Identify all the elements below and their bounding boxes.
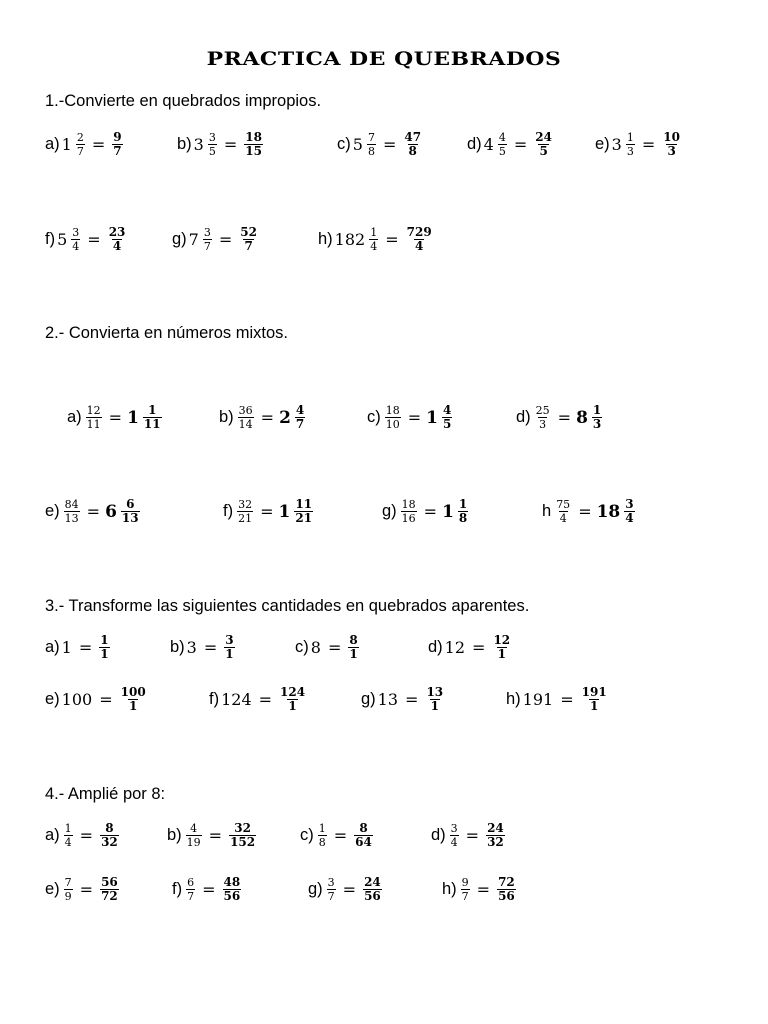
denominator: 16 — [401, 512, 416, 525]
answer-numerator: 72 — [498, 875, 515, 889]
item-label: d) — [431, 826, 446, 844]
item-label: h) — [506, 690, 521, 708]
exercise-4c — [300, 822, 375, 849]
equals-sign: = — [203, 638, 218, 657]
answer-denominator: 1 — [497, 647, 506, 661]
answer-numerator: 23 — [108, 225, 126, 239]
numerator: 3 — [203, 226, 211, 239]
exercise-2b — [219, 404, 307, 431]
equals-sign: = — [405, 690, 419, 709]
answer-fraction — [486, 822, 505, 849]
denominator: 9 — [64, 890, 72, 903]
fraction — [385, 404, 401, 431]
page-title: PRACTICA DE QUEBRADOS — [206, 48, 562, 70]
exercise-3a — [45, 634, 112, 661]
item-label: b) — [219, 408, 234, 426]
denominator: 3 — [626, 145, 634, 158]
exercise-4h — [442, 876, 518, 903]
equals-sign: = — [385, 230, 399, 249]
whole-number: 13 — [377, 690, 399, 709]
answer-fraction — [354, 822, 373, 849]
numerator: 1 — [318, 822, 326, 835]
item-label: d) — [428, 638, 443, 656]
equals-sign: = — [79, 880, 94, 899]
answer-fraction — [108, 226, 127, 253]
item-label: c) — [295, 638, 309, 656]
exercise-2f — [223, 498, 315, 525]
denominator: 4 — [72, 240, 80, 253]
answer-numerator: 3 — [625, 497, 634, 511]
answer-numerator: 9 — [113, 130, 122, 144]
fraction — [401, 498, 417, 525]
numerator: 4 — [190, 822, 198, 835]
denominator: 4 — [559, 512, 567, 525]
denominator: 13 — [64, 512, 79, 525]
exercise-1f — [45, 226, 128, 253]
denominator: 8 — [318, 836, 326, 849]
exercise-3f — [209, 686, 308, 713]
answer-denominator: 64 — [355, 835, 372, 849]
equals-sign: = — [560, 690, 574, 709]
item-label: f) — [172, 880, 183, 898]
item-label: h — [542, 502, 552, 520]
answer-numerator: 48 — [223, 875, 241, 889]
answer-numerator: 1 — [592, 403, 602, 417]
fraction — [64, 876, 73, 903]
answer-fraction — [497, 876, 516, 903]
answer-fraction — [294, 498, 313, 525]
numerator: 75 — [556, 498, 571, 511]
fraction — [237, 498, 253, 525]
answer-whole: 1 — [278, 501, 291, 522]
equals-sign: = — [99, 690, 113, 709]
answer-numerator: 4 — [295, 403, 305, 417]
item-label: a) — [67, 408, 82, 426]
whole-number: 3 — [193, 135, 204, 154]
whole-number: 4 — [483, 135, 494, 154]
equals-sign: = — [208, 826, 223, 845]
numerator: 1 — [370, 226, 378, 239]
answer-fraction — [662, 131, 681, 158]
whole-number: 3 — [186, 638, 197, 657]
item-label: d) — [467, 135, 482, 153]
numerator: 3 — [72, 226, 80, 239]
equals-sign: = — [86, 502, 101, 521]
fraction — [626, 131, 635, 158]
equals-sign: = — [202, 880, 216, 899]
exercise-2c — [367, 404, 454, 431]
answer-denominator: 8 — [408, 144, 417, 158]
equals-sign: = — [641, 135, 656, 154]
numerator: 32 — [238, 498, 253, 511]
exercise-1a — [45, 131, 125, 158]
exercise-3b — [170, 634, 237, 661]
numerator: 1 — [626, 131, 634, 144]
fraction — [367, 131, 376, 158]
exercise-4d — [431, 822, 507, 849]
item-label: b) — [167, 826, 182, 844]
answer-numerator: 32 — [234, 821, 251, 835]
item-label: e) — [45, 690, 60, 708]
answer-numerator: 6 — [126, 497, 135, 511]
answer-fraction — [224, 634, 234, 661]
whole-number: 5 — [352, 135, 363, 154]
whole-number: 12 — [444, 638, 466, 657]
answer-numerator: 191 — [581, 685, 607, 699]
answer-fraction — [100, 822, 119, 849]
answer-fraction — [121, 498, 140, 525]
answer-fraction — [624, 498, 634, 525]
equals-sign: = — [260, 408, 275, 427]
answer-numerator: 12 — [493, 633, 511, 647]
exercise-1h — [318, 226, 435, 253]
equals-sign: = — [223, 135, 238, 154]
equals-sign: = — [260, 502, 274, 521]
item-label: f) — [209, 690, 220, 708]
item-label: g) — [382, 502, 397, 520]
exercise-3e — [45, 686, 149, 713]
item-label: a) — [45, 638, 60, 656]
answer-numerator: 52 — [240, 225, 257, 239]
answer-denominator: 5 — [539, 144, 548, 158]
denominator: 11 — [86, 418, 101, 431]
answer-numerator: 18 — [245, 130, 262, 144]
answer-numerator: 729 — [406, 225, 432, 239]
denominator: 21 — [238, 512, 253, 525]
answer-fraction — [229, 822, 256, 849]
answer-denominator: 3 — [667, 144, 676, 158]
answer-whole: 2 — [279, 407, 291, 428]
answer-fraction — [406, 226, 433, 253]
whole-number: 5 — [57, 230, 68, 249]
exercise-2g — [382, 498, 470, 525]
answer-denominator: 21 — [295, 511, 313, 525]
numerator: 36 — [238, 404, 253, 417]
item-label: d) — [516, 408, 531, 426]
fraction — [71, 226, 80, 253]
exercise-1e — [595, 131, 683, 158]
exercise-2h — [542, 498, 637, 525]
answer-denominator: 4 — [625, 511, 634, 525]
item-label: h) — [442, 880, 457, 898]
exercise-1b — [177, 131, 265, 158]
numerator: 9 — [461, 876, 469, 889]
denominator: 8 — [367, 145, 375, 158]
denominator: 7 — [327, 890, 335, 903]
item-label: c) — [337, 135, 351, 153]
exercise-4f — [172, 876, 243, 903]
answer-fraction — [348, 634, 358, 661]
whole-number: 1 — [61, 135, 72, 154]
answer-fraction — [458, 498, 468, 525]
answer-denominator: 15 — [245, 144, 262, 158]
exercise-3h — [506, 686, 610, 713]
answer-fraction — [363, 876, 382, 903]
numerator: 6 — [187, 876, 195, 889]
fraction — [186, 876, 195, 903]
fraction — [555, 498, 571, 525]
exercise-2a — [67, 404, 164, 431]
fraction — [76, 131, 85, 158]
answer-denominator: 4 — [414, 239, 424, 253]
answer-numerator: 3 — [225, 633, 234, 647]
exercise-4g — [308, 876, 384, 903]
fraction — [64, 822, 73, 849]
item-label: e) — [595, 135, 610, 153]
equals-sign: = — [476, 880, 491, 899]
answer-numerator: 24 — [364, 875, 381, 889]
answer-denominator: 1 — [225, 647, 234, 661]
numerator: 3 — [450, 822, 458, 835]
answer-denominator: 32 — [487, 835, 504, 849]
answer-fraction — [581, 686, 608, 713]
whole-number: 100 — [61, 690, 93, 709]
answer-whole: 6 — [105, 501, 117, 522]
whole-number: 182 — [334, 230, 366, 249]
equals-sign: = — [472, 638, 486, 657]
numerator: 18 — [385, 404, 400, 417]
numerator: 84 — [64, 498, 79, 511]
answer-denominator: 7 — [113, 144, 122, 158]
exercise-3c — [295, 634, 361, 661]
item-label: b) — [177, 135, 192, 153]
answer-denominator: 8 — [458, 511, 468, 525]
answer-denominator: 1 — [349, 647, 358, 661]
equals-sign: = — [342, 880, 357, 899]
item-label: c) — [300, 826, 314, 844]
answer-denominator: 7 — [295, 417, 305, 431]
answer-denominator: 7 — [244, 239, 253, 253]
whole-number: 1 — [61, 638, 72, 657]
numerator: 2 — [76, 131, 84, 144]
answer-fraction — [442, 404, 452, 431]
answer-numerator: 8 — [359, 821, 368, 835]
numerator: 18 — [401, 498, 416, 511]
equals-sign: = — [333, 826, 348, 845]
denominator: 7 — [461, 890, 469, 903]
item-label: b) — [170, 638, 185, 656]
denominator: 4 — [64, 836, 72, 849]
item-label: g) — [308, 880, 323, 898]
answer-denominator: 152 — [230, 835, 256, 849]
equals-sign: = — [258, 690, 273, 709]
answer-fraction — [492, 634, 511, 661]
exercise-2e — [45, 498, 142, 525]
whole-number: 191 — [522, 690, 554, 709]
answer-fraction — [403, 131, 422, 158]
numerator: 12 — [86, 404, 101, 417]
equals-sign: = — [382, 135, 397, 154]
fraction — [238, 404, 254, 431]
answer-denominator: 72 — [101, 889, 118, 903]
section-1-heading: 1.-Convierte en quebrados impropios. — [45, 92, 322, 110]
answer-denominator: 32 — [101, 835, 118, 849]
denominator: 5 — [498, 145, 506, 158]
fraction — [498, 131, 507, 158]
answer-denominator: 3 — [592, 417, 602, 431]
answer-whole: 1 — [442, 501, 454, 522]
equals-sign: = — [78, 638, 93, 657]
answer-numerator: 11 — [295, 497, 313, 511]
answer-fraction — [120, 686, 147, 713]
answer-denominator: 56 — [223, 889, 241, 903]
denominator: 3 — [539, 418, 547, 431]
item-label: g) — [172, 230, 187, 248]
fraction — [318, 822, 327, 849]
item-label: f) — [45, 230, 56, 248]
equals-sign: = — [79, 826, 94, 845]
numerator: 4 — [498, 131, 506, 144]
answer-numerator: 4 — [443, 403, 452, 417]
answer-denominator: 13 — [121, 511, 139, 525]
item-label: e) — [45, 502, 60, 520]
denominator: 4 — [450, 836, 458, 849]
section-3-heading: 3.- Transforme las siguientes cantidades en quebrados aparentes. — [45, 597, 530, 615]
whole-number: 124 — [221, 690, 252, 709]
answer-fraction — [239, 226, 258, 253]
numerator: 1 — [64, 822, 72, 835]
answer-numerator: 1 — [148, 403, 157, 417]
denominator: 14 — [238, 418, 253, 431]
equals-sign: = — [513, 135, 528, 154]
denominator: 7 — [203, 240, 211, 253]
exercise-2d — [516, 404, 604, 431]
whole-number: 3 — [611, 135, 622, 154]
answer-denominator: 1 — [288, 699, 297, 713]
equals-sign: = — [465, 826, 480, 845]
fraction — [208, 131, 217, 158]
answer-fraction — [295, 404, 305, 431]
item-label: a) — [45, 135, 60, 153]
answer-numerator: 24 — [487, 821, 504, 835]
fraction — [369, 226, 378, 253]
answer-whole: 18 — [596, 501, 621, 522]
answer-whole: 8 — [576, 407, 588, 428]
answer-numerator: 124 — [280, 685, 306, 699]
exercise-1d — [467, 131, 555, 158]
answer-numerator: 24 — [535, 130, 552, 144]
answer-denominator: 1 — [430, 699, 439, 713]
fraction — [450, 822, 459, 849]
answer-fraction — [244, 131, 263, 158]
answer-numerator: 8 — [349, 633, 358, 647]
denominator: 7 — [187, 890, 195, 903]
fraction — [64, 498, 80, 525]
whole-number: 8 — [310, 638, 321, 657]
equals-sign: = — [108, 408, 123, 427]
answer-fraction — [100, 876, 119, 903]
denominator: 4 — [370, 240, 378, 253]
equals-sign: = — [407, 408, 422, 427]
answer-fraction — [143, 404, 162, 431]
fraction — [461, 876, 470, 903]
section-4-heading: 4.- Amplié por 8: — [45, 785, 166, 803]
equals-sign: = — [87, 230, 101, 249]
whole-number: 7 — [188, 230, 199, 249]
numerator: 7 — [64, 876, 72, 889]
answer-denominator: 1 — [589, 699, 599, 713]
section-2-heading: 2.- Convierta en números mixtos. — [45, 324, 289, 342]
fraction — [535, 404, 551, 431]
answer-fraction — [112, 131, 122, 158]
numerator: 7 — [367, 131, 375, 144]
answer-denominator: 1 — [128, 699, 138, 713]
equals-sign: = — [327, 638, 342, 657]
denominator: 10 — [385, 418, 400, 431]
answer-numerator: 1 — [100, 633, 109, 647]
fraction — [327, 876, 336, 903]
answer-fraction — [223, 876, 242, 903]
answer-denominator: 4 — [112, 239, 122, 253]
equals-sign: = — [578, 502, 592, 521]
fraction — [86, 404, 102, 431]
answer-numerator: 1 — [458, 497, 468, 511]
item-label: f) — [223, 502, 234, 520]
equals-sign: = — [91, 135, 106, 154]
item-label: c) — [367, 408, 381, 426]
answer-numerator: 47 — [404, 130, 422, 144]
answer-whole: 1 — [127, 407, 139, 428]
item-label: e) — [45, 880, 60, 898]
answer-denominator: 56 — [364, 889, 381, 903]
numerator: 3 — [327, 876, 335, 889]
denominator: 5 — [208, 145, 216, 158]
answer-fraction — [534, 131, 553, 158]
answer-denominator: 56 — [498, 889, 515, 903]
exercise-3g — [361, 686, 446, 713]
numerator: 3 — [208, 131, 216, 144]
answer-numerator: 13 — [426, 685, 444, 699]
answer-whole: 1 — [426, 407, 438, 428]
exercise-3d — [428, 634, 513, 661]
item-label: g) — [361, 690, 376, 708]
answer-denominator: 11 — [143, 417, 161, 431]
answer-numerator: 56 — [101, 875, 118, 889]
exercise-4a — [45, 822, 121, 849]
fraction — [186, 822, 202, 849]
fraction — [203, 226, 212, 253]
exercise-4b — [167, 822, 258, 849]
numerator: 25 — [535, 404, 550, 417]
denominator: 19 — [186, 836, 201, 849]
exercise-1c — [337, 131, 424, 158]
answer-fraction — [279, 686, 306, 713]
answer-numerator: 8 — [105, 821, 114, 835]
answer-numerator: 10 — [663, 130, 680, 144]
answer-denominator: 5 — [443, 417, 452, 431]
equals-sign: = — [423, 502, 438, 521]
equals-sign: = — [557, 408, 572, 427]
equals-sign: = — [218, 230, 233, 249]
answer-denominator: 1 — [100, 647, 109, 661]
item-label: h) — [318, 230, 333, 248]
answer-numerator: 100 — [120, 685, 146, 699]
answer-fraction — [425, 686, 444, 713]
denominator: 7 — [76, 145, 84, 158]
item-label: a) — [45, 826, 60, 844]
answer-fraction — [592, 404, 602, 431]
answer-fraction — [99, 634, 109, 661]
exercise-4e — [45, 876, 121, 903]
exercise-1g — [172, 226, 260, 253]
